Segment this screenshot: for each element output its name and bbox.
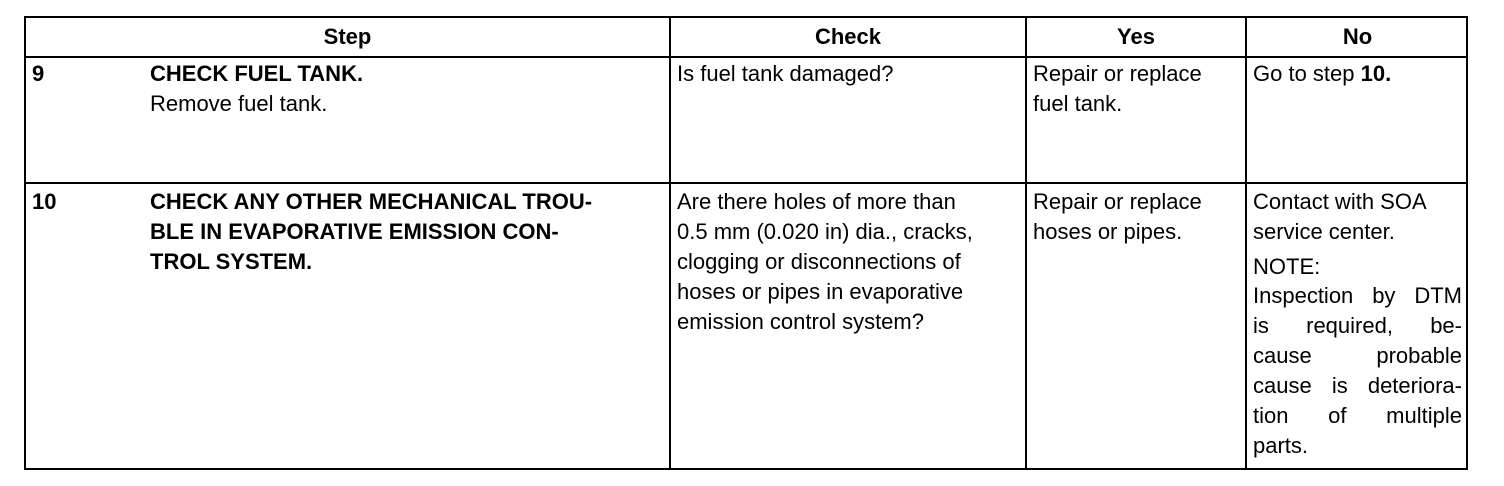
- check-line: 0.5 mm (0.020 in) dia., cracks,: [677, 219, 973, 244]
- note-line: parts.: [1253, 433, 1309, 458]
- check-line: emission control system?: [677, 309, 924, 334]
- no-prefix: Go to step: [1253, 61, 1361, 86]
- step-title-line: CHECK ANY OTHER MECHANICAL TROU-: [150, 189, 593, 214]
- note-line: cause probable: [1253, 343, 1462, 368]
- check-line: hoses or pipes in evaporative: [677, 279, 964, 304]
- check-line: clogging or disconnections of: [677, 249, 961, 274]
- diagnostic-table: [24, 16, 1468, 470]
- note-line: Inspection by DTM: [1253, 283, 1462, 308]
- check-question: [677, 187, 1023, 337]
- row-divider: [26, 182, 1466, 184]
- no-line: Contact with SOA: [1253, 189, 1427, 214]
- note-label: NOTE:: [1253, 254, 1321, 279]
- no-line: service center.: [1253, 219, 1395, 244]
- row-divider: [26, 56, 1466, 58]
- step-title-line: BLE IN EVAPORATIVE EMISSION CON-: [150, 219, 559, 244]
- column-divider: [669, 18, 671, 468]
- note-line: cause is deteriora-: [1253, 373, 1462, 398]
- header-step: Step: [323, 24, 372, 49]
- yes-line: Repair or replace: [1033, 189, 1202, 214]
- no-action: [1253, 187, 1463, 461]
- column-divider: [1025, 18, 1027, 468]
- check-question: Is fuel tank damaged?: [677, 61, 894, 86]
- note-line: tion of multiple: [1253, 403, 1462, 428]
- yes-line: Repair or replace: [1033, 61, 1202, 86]
- yes-action: [1033, 59, 1241, 119]
- column-divider: [1245, 18, 1247, 468]
- yes-line: hoses or pipes.: [1033, 219, 1183, 244]
- check-line: Are there holes of more than: [677, 189, 956, 214]
- step-number: 10: [32, 189, 57, 214]
- header-yes: Yes: [1117, 24, 1155, 49]
- step-title-line: TROL SYSTEM.: [150, 249, 313, 274]
- step-title: [150, 187, 665, 277]
- yes-action: [1033, 187, 1241, 247]
- no-step-ref: 10.: [1360, 61, 1392, 86]
- note-text: [1253, 281, 1462, 461]
- header-no: No: [1342, 24, 1373, 49]
- yes-line: fuel tank.: [1033, 91, 1123, 116]
- no-action: [1253, 59, 1463, 89]
- step-action: Remove fuel tank.: [150, 91, 328, 116]
- step-cell: [150, 59, 660, 119]
- step-title: CHECK FUEL TANK.: [150, 61, 364, 86]
- note-line: is required, be-: [1253, 313, 1462, 338]
- header-check: Check: [814, 24, 882, 49]
- step-number: 9: [32, 61, 45, 86]
